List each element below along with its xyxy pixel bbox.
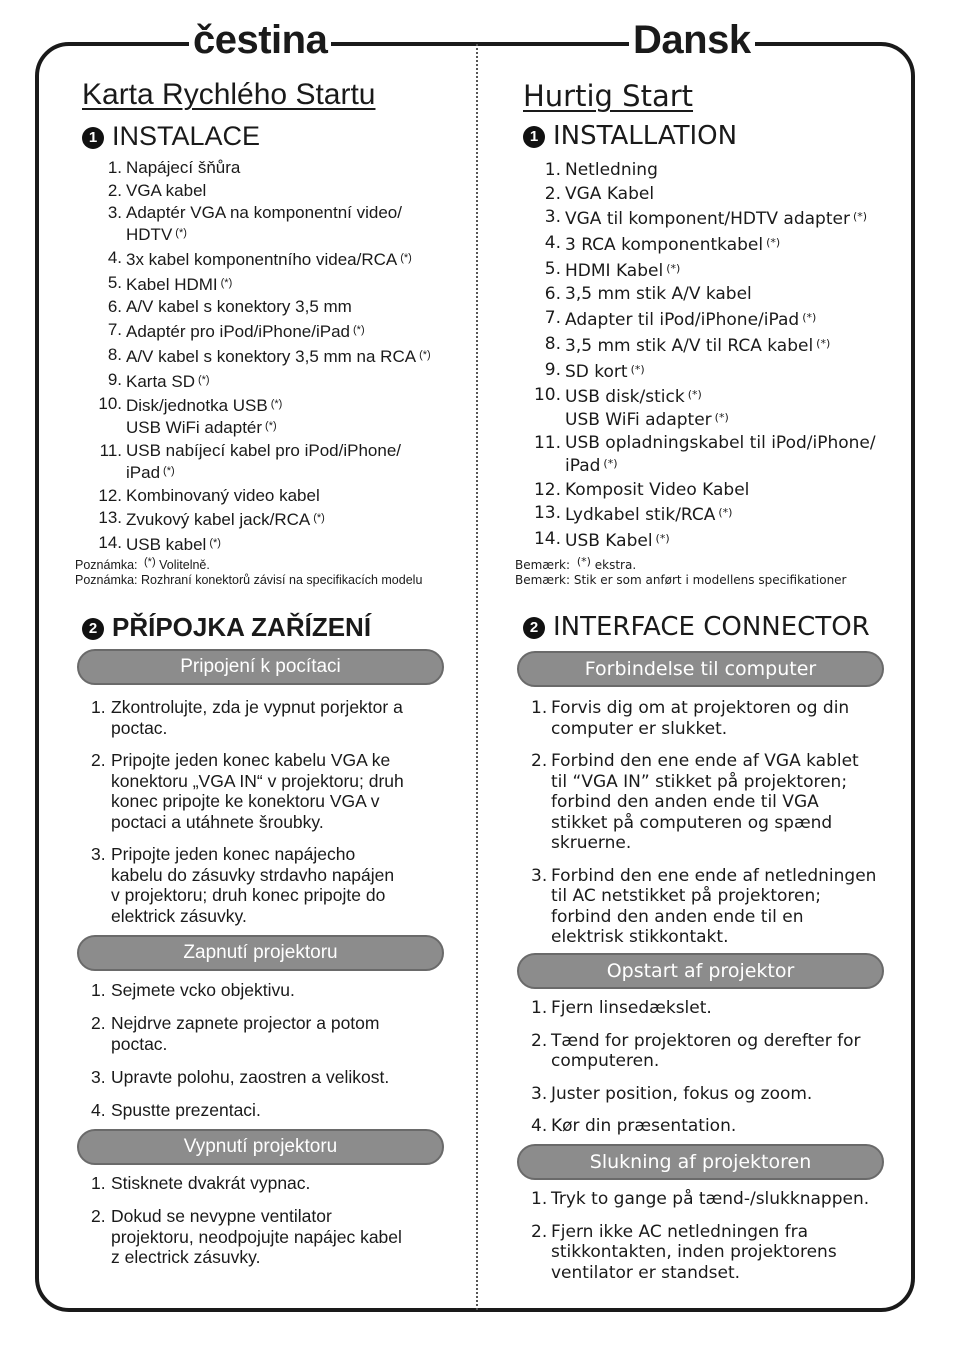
optional-mark: (*)	[816, 336, 831, 350]
item-text	[126, 461, 462, 483]
optional-mark: (*)	[766, 236, 781, 250]
list-item	[531, 480, 911, 501]
item-label: USB opladningskabel til iPod/iPhone/	[565, 433, 876, 454]
item-label: HDTV	[126, 225, 173, 245]
item-number: 8.	[544, 333, 561, 354]
note-prefix: Bemærk:	[515, 558, 571, 572]
section-title: PŘÍPOJKA ZAŘÍZENÍ	[112, 612, 372, 642]
step-text: Pripojte jeden konec kabelu VGA ke	[111, 750, 391, 770]
item-text	[126, 416, 462, 438]
optional-mark: (*)	[163, 464, 175, 477]
optional-mark: (*)	[802, 311, 817, 325]
step-number: 3.	[91, 844, 106, 864]
section-title: INSTALACE	[112, 121, 261, 151]
item-number: 11.	[99, 440, 122, 460]
optional-mark: (*)	[852, 210, 868, 224]
list-item	[531, 160, 911, 181]
list-item	[531, 207, 911, 230]
step-text: konektoru „VGA IN“ v projektoru; druh	[111, 770, 404, 791]
item-text	[126, 297, 462, 317]
list-item	[92, 297, 462, 317]
optional-mark: (*)	[576, 555, 591, 568]
item-number: 14.	[533, 528, 561, 549]
step-text: elektrisk stikkontakt.	[551, 927, 729, 947]
step-text: Kør din præsentation.	[551, 1116, 737, 1136]
list-item	[531, 334, 911, 357]
step-item	[531, 1189, 891, 1210]
item-label: 3 RCA komponentkabel	[565, 235, 764, 256]
item-number: 1.	[544, 160, 561, 180]
step-item	[91, 1206, 451, 1268]
list-item	[92, 158, 462, 178]
step-text: til AC netstikket på projektoren;	[551, 886, 821, 906]
item-text	[126, 203, 462, 223]
power-off-steps-danish	[531, 1189, 891, 1295]
step-text: Tænd for projektoren og derefter for	[551, 1030, 861, 1051]
step-text: konec pripojte ke konektoru VGA v	[111, 791, 380, 811]
section-number-two-icon: 2	[82, 618, 104, 640]
optional-mark: (*)	[718, 506, 733, 520]
step-text: kabelu do zásuvky strdavho napájen	[111, 864, 395, 885]
item-label: Adaptér pro iPod/iPhone/iPad	[126, 322, 350, 342]
optional-mark: (*)	[270, 398, 283, 411]
list-item	[531, 184, 911, 205]
optional-mark: (*)	[197, 373, 210, 386]
item-label: 3,5 mm stik A/V kabel	[565, 284, 752, 305]
step-text: Spustte prezentaci.	[111, 1099, 261, 1120]
section-number-one-icon: 1	[82, 127, 104, 149]
item-label: Komposit Video Kabel	[565, 479, 750, 500]
item-label: Kabel HDMI	[126, 274, 218, 294]
list-item	[92, 320, 462, 342]
header-power-off-danish: Slukning af projektoren	[517, 1144, 884, 1180]
item-number: 10.	[533, 385, 561, 406]
item-text	[565, 233, 911, 256]
item-label: iPad	[126, 462, 161, 482]
item-number: 9.	[544, 359, 561, 380]
list-item	[92, 370, 462, 392]
item-text	[565, 334, 911, 357]
item-number: 1.	[107, 158, 122, 177]
step-number: 4.	[91, 1099, 106, 1120]
list-item	[531, 529, 911, 552]
list-item	[92, 273, 462, 295]
power-off-steps-czech	[91, 1173, 451, 1280]
step-text: Dokud se nevypne ventilator	[111, 1206, 332, 1226]
item-number: 3.	[544, 207, 561, 228]
item-text	[565, 529, 911, 552]
item-label: USB WiFi adapter	[565, 409, 712, 430]
section-installation-czech	[82, 120, 260, 152]
list-item	[531, 308, 911, 331]
optional-mark: (*)	[603, 456, 618, 470]
step-item	[91, 1173, 451, 1194]
list-item	[531, 259, 911, 282]
step-text: Tryk to gange på tænd-/slukknappen.	[551, 1189, 870, 1209]
item-number: 7.	[544, 308, 561, 329]
header-power-off-czech: Vypnutí projektoru	[77, 1129, 444, 1165]
item-label: Zvukový kabel jack/RCA	[126, 510, 311, 530]
step-number: 4.	[531, 1116, 548, 1136]
optional-mark: (*)	[666, 261, 681, 275]
item-label: Adapter til iPod/iPhone/iPad	[565, 310, 800, 331]
step-item	[91, 1013, 451, 1054]
step-text: stikkontakten, inden projektorens	[551, 1242, 837, 1262]
item-number: 14.	[98, 532, 122, 552]
item-label: USB kabel	[126, 534, 207, 554]
item-number: 2.	[544, 183, 561, 204]
step-item	[531, 1084, 891, 1105]
step-number: 1.	[91, 697, 106, 717]
step-text: elektrick zásuvky.	[111, 905, 247, 926]
header-connect-computer-danish: Forbindelse til computer	[517, 651, 884, 687]
item-text	[126, 370, 462, 392]
section-number-two-icon: 2	[523, 617, 545, 639]
step-text: skruerne.	[551, 833, 632, 853]
item-number: 11.	[533, 433, 561, 454]
step-item	[531, 751, 891, 854]
step-text: ventilator er standset.	[551, 1262, 741, 1283]
power-on-steps-czech	[91, 980, 451, 1133]
item-label: 3,5 mm stik A/V til RCA kabel	[565, 335, 814, 356]
connect-steps-czech	[91, 697, 451, 938]
item-number: 12.	[98, 485, 122, 505]
power-on-steps-danish	[531, 998, 891, 1149]
section-interface-czech	[82, 611, 371, 643]
item-number: 9.	[107, 369, 122, 389]
header-power-on-danish: Opstart af projektor	[517, 953, 884, 989]
installation-list-danish	[531, 160, 911, 555]
item-number: 13.	[533, 503, 561, 524]
list-item	[92, 533, 462, 555]
item-text	[126, 248, 462, 270]
item-number: 12.	[533, 479, 561, 500]
list-item	[92, 203, 462, 245]
item-text	[565, 408, 911, 431]
section-title: INTERFACE CONNECTOR	[553, 612, 870, 642]
item-text	[126, 441, 462, 461]
list-item	[92, 394, 462, 438]
optional-mark: (*)	[714, 410, 729, 424]
item-text	[126, 320, 462, 342]
step-text: Forbind den ene ende af VGA kablet	[551, 751, 859, 771]
note-text: ekstra.	[594, 558, 637, 572]
step-number: 3.	[531, 1083, 548, 1104]
list-item	[531, 284, 911, 305]
step-number: 1.	[531, 698, 548, 718]
step-number: 1.	[91, 1173, 106, 1193]
item-text	[565, 433, 911, 454]
step-text: z electrick zásuvky.	[111, 1247, 261, 1267]
step-text: Nejdrve zapnete projector a potom	[111, 1013, 380, 1033]
step-text: stikket på computeren og spænd	[551, 812, 833, 833]
item-text	[565, 503, 911, 526]
item-label: VGA Kabel	[565, 183, 655, 204]
step-item	[531, 1031, 891, 1072]
item-text	[126, 394, 462, 416]
item-number: 7.	[107, 320, 122, 340]
quick-start-title-czech: Karta Rychlého Startu	[82, 78, 376, 111]
step-text: Sejmete vcko objektivu.	[111, 980, 295, 1000]
note-connectors-danish: Bemærk: Stik er som anført i modellens specifikationer	[515, 573, 847, 587]
step-text: poctac.	[111, 717, 168, 738]
list-item	[92, 508, 462, 530]
list-item	[531, 385, 911, 430]
step-item	[91, 844, 451, 926]
item-text	[565, 454, 911, 477]
step-text: Forvis dig om at projektoren og din	[551, 698, 850, 718]
section-number-one-icon: 1	[523, 126, 545, 148]
step-number: 2.	[531, 1221, 548, 1242]
step-number: 1.	[531, 998, 548, 1018]
language-title-czech: čestina	[189, 16, 331, 64]
item-text	[126, 223, 462, 245]
list-item	[531, 360, 911, 383]
item-text	[565, 284, 911, 305]
note-text: Volitelně.	[159, 558, 210, 572]
item-text	[565, 259, 911, 282]
item-text	[565, 385, 911, 408]
list-item	[92, 486, 462, 506]
item-text	[565, 184, 911, 205]
list-item	[531, 503, 911, 526]
item-label: Napájecí šňůra	[126, 158, 241, 177]
step-item	[531, 698, 891, 739]
item-number: 5.	[107, 272, 122, 292]
optional-mark: (*)	[209, 536, 221, 549]
step-text: v projektoru; druh konec pripojte do	[111, 885, 386, 905]
item-number: 13.	[98, 508, 122, 528]
step-number: 2.	[531, 751, 548, 771]
quick-start-title-danish: Hurtig Start	[523, 79, 694, 113]
step-number: 1.	[531, 1189, 548, 1209]
item-label: Kombinovaný video kabel	[126, 485, 320, 505]
step-text: til “VGA IN” stikket på projektoren;	[551, 771, 848, 792]
item-text	[565, 308, 911, 331]
item-label: Adaptér VGA na komponentní video/	[126, 203, 402, 223]
step-text: forbind den anden ende til en	[551, 906, 804, 927]
item-label: VGA kabel	[126, 180, 207, 200]
optional-mark: (*)	[655, 531, 670, 545]
optional-mark: (*)	[175, 227, 187, 240]
step-number: 2.	[91, 750, 106, 770]
step-item	[91, 1100, 451, 1121]
step-number: 2.	[91, 1206, 106, 1226]
item-number: 6.	[544, 284, 561, 305]
step-text: Fjern linsedækslet.	[551, 998, 712, 1018]
step-text: Stisknete dvakrát vypnac.	[111, 1173, 311, 1193]
step-number: 2.	[91, 1013, 106, 1033]
step-text: Juster position, fokus og zoom.	[551, 1083, 813, 1104]
section-title: INSTALLATION	[553, 121, 738, 151]
item-text	[565, 207, 911, 230]
item-text	[126, 486, 462, 506]
item-label: USB Kabel	[565, 530, 653, 551]
step-text: Upravte polohu, zaostren a velikost.	[111, 1066, 390, 1087]
item-label: Disk/jednotka USB	[126, 396, 268, 416]
step-text: projektoru, neodpojujte napájec kabel	[111, 1226, 402, 1247]
item-text	[126, 533, 462, 555]
step-text: computer er slukket.	[551, 718, 728, 739]
item-label: 3x kabel komponentního videa/RCA	[126, 250, 398, 270]
item-text	[565, 360, 911, 383]
item-number: 10.	[98, 394, 122, 414]
item-label: A/V kabel s konektory 3,5 mm na RCA	[126, 346, 417, 366]
item-number: 8.	[107, 344, 122, 364]
list-item	[92, 345, 462, 367]
installation-list-czech	[92, 158, 462, 558]
item-text	[126, 273, 462, 295]
list-item	[531, 233, 911, 256]
step-item	[91, 1067, 451, 1088]
language-title-danish: Dansk	[629, 16, 755, 64]
section-interface-danish	[523, 611, 870, 643]
optional-mark: (*)	[419, 348, 431, 361]
list-item	[92, 248, 462, 270]
item-label: HDMI Kabel	[565, 260, 664, 281]
note-connectors-czech: Poznámka: Rozhraní konektorů závisí na specifikacích modelu	[75, 573, 423, 587]
step-item	[531, 1116, 891, 1137]
header-power-on-czech: Zapnutí projektoru	[77, 935, 444, 971]
item-label: iPad	[565, 455, 601, 476]
item-number: 4.	[544, 233, 561, 254]
note-prefix: Poznámka:	[75, 558, 138, 572]
step-text: poctac.	[111, 1033, 168, 1054]
item-label: USB disk/stick	[565, 387, 685, 408]
step-number: 3.	[91, 1066, 106, 1087]
step-item	[531, 1222, 891, 1284]
step-text: Zkontrolujte, zda je vypnut porjektor a	[111, 697, 403, 717]
step-item	[531, 866, 891, 948]
item-number: 3.	[107, 203, 122, 223]
item-text	[565, 160, 911, 181]
optional-mark: (*)	[400, 252, 412, 265]
item-label: Netledning	[565, 160, 658, 180]
step-number: 2.	[531, 1030, 548, 1051]
item-text	[126, 158, 462, 178]
step-number: 3.	[531, 865, 548, 886]
step-number: 1.	[91, 980, 106, 1000]
optional-mark: (*)	[353, 324, 365, 337]
step-text: computeren.	[551, 1051, 660, 1071]
step-item	[91, 697, 451, 738]
step-text: Fjern ikke AC netledningen fra	[551, 1221, 809, 1242]
header-connect-computer-czech: Pripojení k pocítaci	[77, 649, 444, 685]
optional-mark: (*)	[630, 362, 645, 376]
item-label: USB WiFi adaptér	[126, 418, 263, 438]
optional-mark: (*)	[265, 420, 277, 433]
column-divider	[476, 44, 478, 1310]
list-item	[92, 181, 462, 201]
step-text: Pripojte jeden konec napájecho	[111, 844, 356, 864]
list-item	[531, 433, 911, 476]
item-label: USB nabíjecí kabel pro iPod/iPhone/	[126, 440, 402, 460]
section-installation-danish	[523, 120, 737, 152]
item-label: VGA til komponent/HDTV adapter	[565, 209, 850, 230]
item-number: 5.	[544, 258, 561, 279]
item-text	[565, 480, 911, 501]
optional-mark: (*)	[313, 512, 325, 525]
item-label: Karta SD	[126, 371, 195, 391]
item-text	[126, 345, 462, 367]
item-label: SD kort	[565, 361, 628, 382]
optional-mark: (*)	[220, 276, 233, 289]
step-item	[531, 998, 891, 1019]
step-item	[91, 980, 451, 1001]
list-item	[92, 441, 462, 483]
item-label: Lydkabel stik/RCA	[565, 505, 716, 526]
optional-mark: (*)	[687, 388, 702, 402]
item-number: 6.	[107, 297, 122, 317]
item-text	[126, 181, 462, 201]
step-text: forbind den anden ende til VGA	[551, 792, 819, 812]
step-text: poctaci a utáhnete šroubky.	[111, 811, 324, 832]
step-item	[91, 750, 451, 832]
item-number: 2.	[107, 180, 122, 200]
connect-steps-danish	[531, 698, 891, 960]
item-number: 4.	[107, 248, 122, 268]
optional-mark: (*)	[144, 556, 156, 568]
step-text: Forbind den ene ende af netledningen	[551, 865, 877, 886]
item-text	[126, 508, 462, 530]
item-label: A/V kabel s konektory 3,5 mm	[126, 297, 352, 317]
